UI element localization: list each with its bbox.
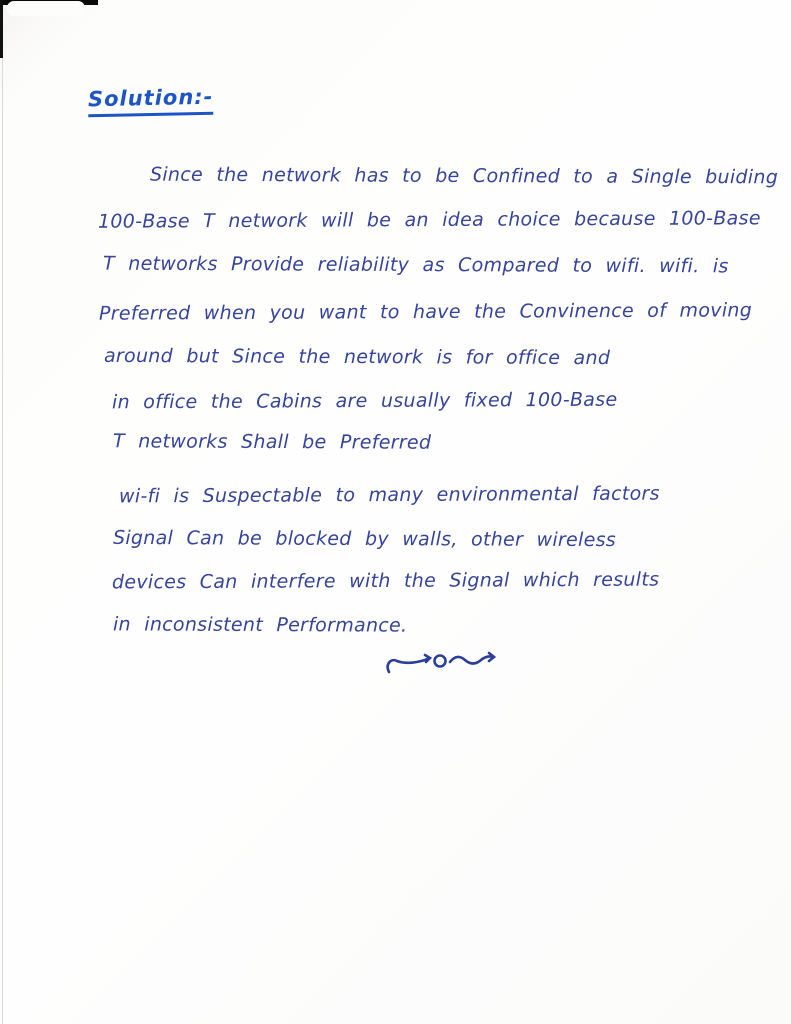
handwritten-line: Preferred when you want to have the Convinence of moving bbox=[98, 299, 753, 325]
handwritten-line: devices Can interfere with the Signal which results bbox=[111, 568, 660, 594]
scan-edge-artifact-left bbox=[0, 0, 3, 58]
scan-edge-line bbox=[2, 58, 3, 1024]
end-flourish-icon bbox=[383, 648, 501, 682]
scan-edge-notch bbox=[7, 1, 85, 16]
handwritten-line: Since the network has to be Confined to a Single buiding bbox=[149, 163, 779, 189]
handwritten-line: T networks Provide reliability as Compared to wifi. wifi. is bbox=[102, 252, 729, 278]
handwritten-line: T networks Shall be Preferred bbox=[112, 430, 432, 454]
solution-heading-text: Solution:- bbox=[87, 84, 214, 112]
handwritten-line: 100-Base T network will be an idea choice because 100-Base bbox=[97, 207, 761, 233]
handwritten-line: in inconsistent Performance. bbox=[112, 613, 408, 637]
handwritten-line: around but Since the network is for office and bbox=[103, 344, 611, 370]
handwritten-line: wi-fi is Suspectable to many environmental factors bbox=[118, 482, 660, 508]
handwritten-line: in office the Cabins are usually fixed 100-Base bbox=[111, 388, 618, 414]
solution-heading bbox=[88, 85, 214, 118]
handwritten-line: Signal Can be blocked by walls, other wireless bbox=[112, 526, 617, 552]
